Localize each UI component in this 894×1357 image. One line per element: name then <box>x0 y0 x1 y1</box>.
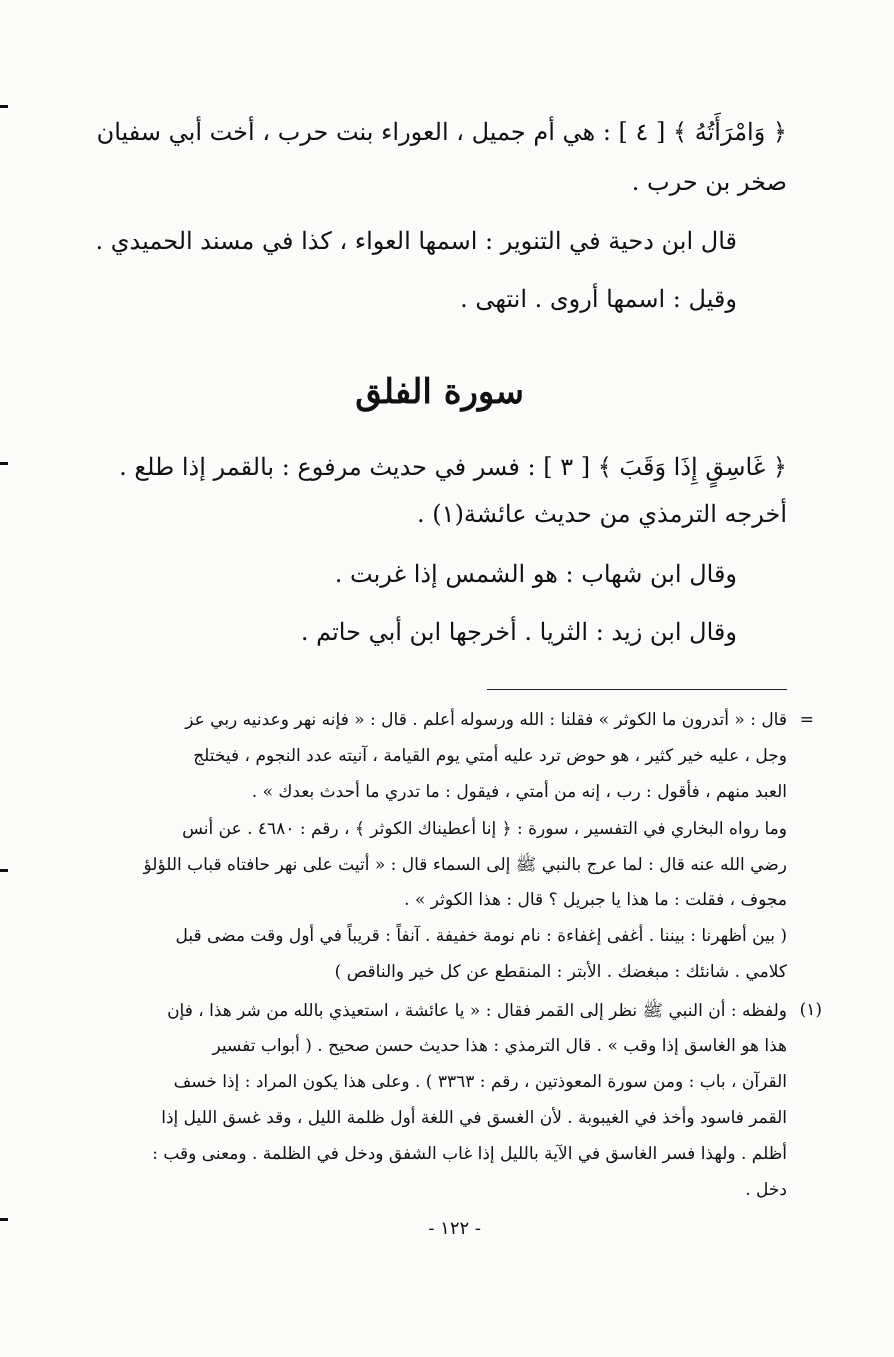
footnote-line: أظلم . ولهذا فسر الغاسق في الآية بالليل إذا غاب الشفق ودخل في الظلمة . ومعنى وقب : <box>152 1144 787 1164</box>
footnote-line: القمر فاسود وأخذ في الغيبوبة . لأن الغسق في اللغة أول ظلمة الليل ، وقد غسق الليل إذا <box>161 1108 787 1128</box>
footnote-line: كلامي . شانئك : مبغضك . الأبتر : المنقطع عن كل خير والناقص ) <box>334 962 787 982</box>
footnote-continuation-marker: = <box>799 710 814 730</box>
footnote-line: وجل ، عليه خير كثير ، هو حوض ترد عليه أمتي يوم القيامة ، آنيته عدد النجوم ، فيختلج <box>193 746 787 766</box>
footnote-line: ولفظه : أن النبي ﷺ نظر إلى القمر فقال : « يا عائشة ، استعيذي بالله من شر هذا ، فإن <box>167 1001 787 1021</box>
surah-heading: سورة الفلق <box>355 372 524 412</box>
scan-margin-mark <box>0 462 8 465</box>
footnote-line: قال : « أتدرون ما الكوثر » فقلنا : الله ورسوله أعلم . قال : « فإنه نهر وعدنيه ربي عز <box>185 710 787 730</box>
text-line: أخرجه الترمذي من حديث عائشة(١) . <box>417 500 787 528</box>
text-line: وقيل : اسمها أروى . انتهى . <box>460 285 737 313</box>
page-number: - ١٢٢ - <box>428 1218 481 1239</box>
footnote-line: رضي الله عنه قال : لما عرج بالنبي ﷺ إلى السماء قال : « أتيت على نهر حافتاه قباب اللؤلؤ <box>143 855 787 875</box>
footnote-separator <box>487 689 787 690</box>
footnote-line: دخل . <box>745 1180 787 1200</box>
text-line: قال ابن دحية في التنوير : اسمها العواء ، كذا في مسند الحميدي . <box>95 227 737 255</box>
text-line: وقال ابن زيد : الثريا . أخرجها ابن أبي حاتم . <box>300 618 737 646</box>
footnote-line: مجوف ، فقلت : ما هذا يا جبريل ؟ قال : هذا الكوثر » . <box>404 890 787 910</box>
scan-margin-mark <box>0 1218 8 1221</box>
footnote-line: ( بين أظهرنا : بيننا . أغفى إغفاءة : نام نومة خفيفة . آنفاً : قريباً في أول وقت مضى قبل <box>175 926 787 946</box>
text-line: صخر بن حرب . <box>631 168 787 196</box>
footnote-number: (١) <box>799 1000 822 1020</box>
footnote-line: وما رواه البخاري في التفسير ، سورة : ﴿ إنا أعطيناك الكوثر ﴾ ، رقم : ٤٦٨٠ . عن أنس <box>182 819 787 839</box>
text-line: ﴿ غَاسِقٍ إِذَا وَقَبَ ﴾ [ ٣ ] : فسر في حديث مرفوع : بالقمر إذا طلع . <box>119 453 787 481</box>
text-line: وقال ابن شهاب : هو الشمس إذا غربت . <box>334 560 737 588</box>
scan-margin-mark <box>0 105 8 108</box>
footnote-line: القرآن ، باب : ومن سورة المعوذتين ، رقم : ٣٣٦٣ ) . وعلى هذا يكون المراد : إذا خسف <box>173 1072 787 1092</box>
scan-margin-mark <box>0 869 8 872</box>
footnote-line: هذا هو الغاسق إذا وقب » . قال الترمذي : هذا حديث حسن صحيح . ( أبواب تفسير <box>212 1036 787 1056</box>
footnote-line: العبد منهم ، فأقول : رب ، إنه من أمتي ، فيقول : ما تدري ما أحدث بعدك » . <box>251 782 787 802</box>
text-line: ﴿ وَامْرَأَتُهُ ﴾ [ ٤ ] : هي أم جميل ، العوراء بنت حرب ، أخت أبي سفيان <box>96 118 787 146</box>
